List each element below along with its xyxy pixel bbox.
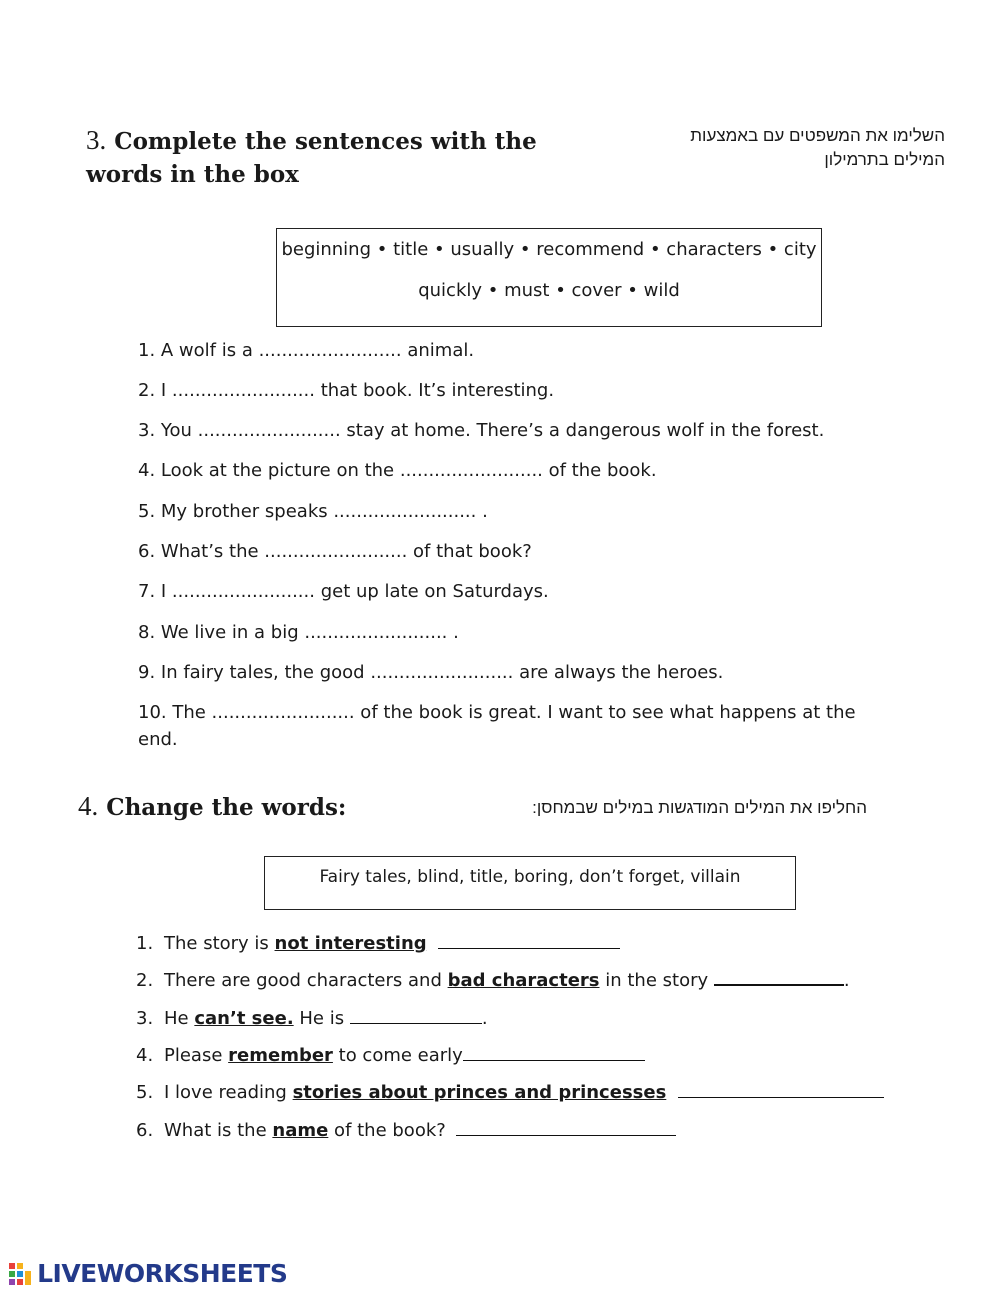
section3-question-1: 1. A wolf is a ......................... animal. [138,340,475,361]
section4-question-5: 5. I love reading stories about princes and princesses [136,1082,884,1104]
liveworksheets-logo [8,1259,287,1289]
section4-number: 4. [78,791,99,821]
section4-question-4: 4. Please remember to come early [136,1045,645,1067]
bold-keyword: not interesting [274,933,427,954]
section3-hebrew-instructions [565,124,945,172]
section4-title: Change the words: [106,794,347,821]
section4-question-1: 1. The story is not interesting [136,933,620,955]
section3-heading [86,124,537,191]
answer-blank[interactable] [456,1121,676,1136]
answer-blank[interactable] [463,1046,645,1061]
section4-question-6: 6. What is the name of the book? [136,1120,676,1142]
liveworksheets-logo-icon [8,1261,32,1287]
section3-question-3: 3. You ......................... stay at home. There’s a dangerous wolf in the forest. [138,420,825,441]
section3-question-10: 10. The ......................... of the book is great. I want to see what happens at the [138,702,856,723]
section3-question-8: 8. We live in a big ......................... . [138,622,459,643]
bold-keyword: can’t see. [194,1008,294,1029]
section4-question-2: 2. There are good characters and bad characters in the story . [136,970,850,991]
bold-keyword: stories about princes and princesses [292,1082,667,1103]
answer-blank[interactable] [714,970,844,986]
word-box-line1: beginning • title • usually • recommend • characters • city [281,239,817,260]
section3-hebrew-line2: המילים בתרמילון [824,150,945,169]
section4-word-box-text: Fairy tales, blind, title, boring, don’t forget, villain [319,867,741,887]
section4-question-3: 3. He can’t see. He is . [136,1008,488,1029]
section3-hebrew-line1: השלימו את המשפטים עם באמצעות [690,126,945,145]
section3-question-6: 6. What’s the ......................... of that book? [138,541,532,562]
bold-keyword: bad characters [447,970,600,991]
liveworksheets-logo-text: LIVEWORKSHEETS [37,1259,288,1288]
section3-title-line1: 3. Complete the sentences with the [86,125,537,155]
word-box-line2: quickly • must • cover • wild [418,280,680,301]
section3-question-9: 9. In fairy tales, the good ......................... are always the heroes. [138,662,724,683]
section3-question-10-continued: end. [138,729,178,750]
section4-heading [78,790,346,824]
bold-keyword: name [272,1120,329,1141]
section4-word-box [264,856,796,910]
section3-question-5: 5. My brother speaks ......................... . [138,501,488,522]
answer-blank[interactable] [350,1009,482,1024]
section3-word-box [276,228,822,327]
section4-hebrew-instructions: החליפו את המילים המודגשות במילים שבמחסן: [532,798,867,817]
section3-question-7: 7. I ......................... get up late on Saturdays. [138,581,549,602]
section3-title-line2: words in the box [86,161,299,188]
bold-keyword: remember [228,1045,333,1066]
answer-blank[interactable] [438,934,620,949]
section3-question-2: 2. I ......................... that book. It’s interesting. [138,380,555,401]
answer-blank[interactable] [678,1083,884,1098]
section3-number: 3. [86,125,107,155]
section3-question-4: 4. Look at the picture on the ......................... of the book. [138,460,657,481]
